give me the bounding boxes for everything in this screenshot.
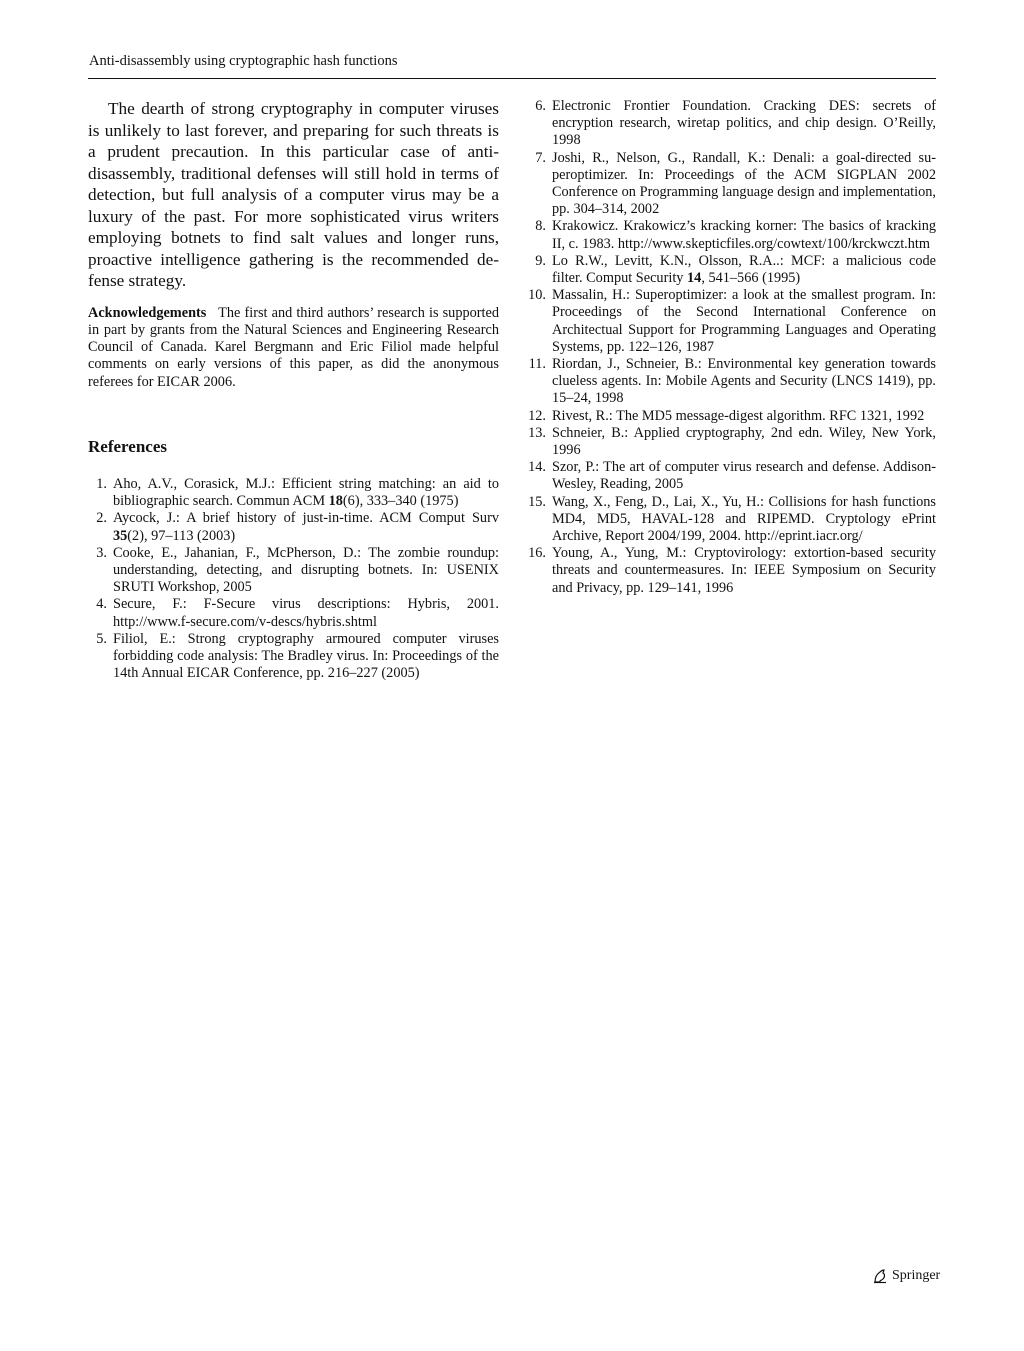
reference-number: 10. bbox=[528, 287, 546, 304]
reference-text bbox=[113, 631, 499, 681]
acknowledgements-text: The first and third authors’ research is supported in part by grants from the Natural Sciences and Engineering Research Council of Canada. Karel Bergmann and Eric Filiol made helpful comments on early versions of this paper, as did the anonymous referees for EICAR 2006. bbox=[88, 304, 499, 390]
reference-number: 1. bbox=[96, 475, 107, 492]
reference-text-main: Secure, F.: F-Secure virus descriptions: Hybris, 2001. http://www.f-secure.com/v-descs/hybris.shtml bbox=[113, 596, 499, 630]
reference-text-main: Riordan, J., Schneier, B.: Environmental key generation towards clueless agents. In: Mobile Agents and Security (LNCS 1419), pp. 15–24, 1998 bbox=[552, 356, 936, 407]
reference-number: 15. bbox=[528, 493, 546, 510]
reference-item bbox=[88, 510, 499, 544]
reference-number: 6. bbox=[535, 98, 546, 114]
reference-text-main: Schneier, B.: Applied cryptography, 2nd edn. Wiley, New York, 1996 bbox=[552, 424, 936, 459]
reference-text-main: Massalin, H.: Superoptimizer: a look at the smallest program. In: Proceedings of the Second International Conference on Architectual Support for Programming Languages and Operating Systems, pp. 122–126, 1987 bbox=[552, 287, 936, 355]
reference-text bbox=[552, 218, 936, 251]
reference-item bbox=[527, 545, 936, 597]
reference-number: 9. bbox=[535, 252, 546, 269]
reference-list-left bbox=[88, 476, 499, 682]
reference-number: 7. bbox=[535, 149, 546, 166]
acknowledgements bbox=[88, 305, 499, 391]
reference-item bbox=[527, 150, 936, 219]
reference-text-main: Wang, X., Feng, D., Lai, X., Yu, H.: Collisions for hash functions MD4, MD5, HAVAL-128 and RIPEMD. Cryptology ePrint Archive, Report 2004/199, 2004. http://eprint.iacr.org/ bbox=[552, 493, 936, 545]
reference-text bbox=[552, 545, 936, 595]
right-column bbox=[527, 98, 936, 597]
body-paragraph: The dearth of strong cryptography in computer viruses is unlikely to last forever, and preparing for such threats is a prudent precaution. In this particular case of anti-disassembly, traditional defenses will still hold in terms of detection, but full analysis of a computer virus may be a luxury of the past. For more sophisticated virus writers employing botnets to find salt values and longer runs, proactive intelligence gathering is the recommended defense strategy. bbox=[88, 99, 499, 290]
reference-number: 16. bbox=[528, 545, 546, 562]
springer-horse-icon bbox=[872, 1268, 888, 1284]
header-rule bbox=[88, 78, 936, 79]
reference-text-main: Electronic Frontier Foundation. Cracking DES: secrets of encryption research, wiretap politics, and chip design. O’Reilly, 1998 bbox=[552, 98, 936, 149]
reference-text-main: Lo R.W., Levitt, K.N., Olsson, R.A..: MCF: a malicious code filter. Comput Security bbox=[552, 252, 936, 287]
reference-number: 14. bbox=[528, 459, 546, 476]
reference-text-main: Filiol, E.: Strong cryptography armoured computer viruses forbidding code analysis: The Bradley virus. In: Proceedings of the 14th Annual EICAR Conference, pp. 216–227 (2005) bbox=[113, 630, 499, 682]
reference-volume: 14 bbox=[687, 270, 702, 287]
acknowledgements-title: Acknowledgements bbox=[88, 304, 207, 321]
reference-list-right bbox=[527, 98, 936, 597]
reference-text bbox=[113, 545, 499, 595]
reference-item bbox=[527, 356, 936, 408]
reference-text bbox=[552, 253, 936, 286]
reference-number: 5. bbox=[96, 630, 107, 647]
reference-text-main: Cooke, E., Jahanian, F., McPherson, D.: The zombie roundup: understanding, detecting, and disrupting botnets. In: USENIX SRUTI Workshop, 2005 bbox=[113, 544, 499, 596]
reference-text bbox=[552, 150, 936, 218]
reference-text bbox=[113, 476, 499, 509]
reference-text bbox=[552, 98, 936, 148]
reference-text-tail: (2), 97–113 (2003) bbox=[127, 527, 236, 544]
reference-text-main: Rivest, R.: The MD5 message-digest algorithm. RFC 1321, 1992 bbox=[552, 407, 925, 424]
reference-text bbox=[552, 287, 936, 355]
reference-text bbox=[552, 356, 936, 406]
springer-logo bbox=[872, 1268, 940, 1284]
references-heading: References bbox=[88, 436, 167, 456]
reference-text bbox=[113, 596, 499, 629]
reference-number: 4. bbox=[96, 596, 107, 613]
reference-text bbox=[552, 459, 936, 492]
running-header-title: Anti-disassembly using cryptographic hash functions bbox=[89, 53, 398, 69]
reference-number: 11. bbox=[528, 356, 546, 373]
reference-text-tail: (6), 333–340 (1975) bbox=[342, 493, 459, 510]
reference-text-main: Szor, P.: The art of computer virus research and defense. Addison-Wesley, Reading, 2005 bbox=[552, 459, 936, 493]
reference-item bbox=[527, 459, 936, 493]
reference-volume: 35 bbox=[113, 527, 128, 544]
reference-item bbox=[88, 545, 499, 597]
reference-text bbox=[552, 408, 924, 424]
reference-number: 2. bbox=[96, 510, 107, 527]
reference-item bbox=[88, 631, 499, 683]
reference-number: 3. bbox=[96, 544, 107, 561]
reference-item bbox=[527, 218, 936, 252]
reference-item bbox=[527, 494, 936, 546]
reference-number: 13. bbox=[528, 424, 546, 441]
reference-number: 8. bbox=[535, 218, 546, 235]
reference-text-main: Young, A., Yung, M.: Cryptovirology: extortion-based security threats and countermeasures. In: IEEE Symposium on Security and Privacy, pp. 129–141, 1996 bbox=[552, 545, 936, 596]
reference-item bbox=[527, 425, 936, 459]
reference-text-tail: , 541–566 (1995) bbox=[701, 270, 801, 287]
reference-number: 12. bbox=[528, 407, 546, 424]
reference-text-main: Aho, A.V., Corasick, M.J.: Efficient string matching: an aid to bibliographic search. Commun ACM bbox=[113, 475, 499, 510]
reference-item bbox=[527, 408, 936, 425]
reference-item bbox=[527, 287, 936, 356]
left-column bbox=[88, 98, 499, 682]
reference-text-main: Aycock, J.: A brief history of just-in-time. ACM Comput Surv bbox=[113, 510, 499, 527]
reference-item bbox=[88, 596, 499, 630]
reference-text-main: Joshi, R., Nelson, G., Randall, K.: Denali: a goal-directed superoptimizer. In: Proceedings of the ACM SIGPLAN 2002 Conference on Programming language design and implementation, pp. 304–314, 2002 bbox=[552, 149, 936, 218]
reference-text-main: Krakowicz. Krakowicz’s kracking korner: The basics of kracking II, c. 1983. http://www.skepticfiles.org/cowtext/100/krckwczt.htm bbox=[552, 218, 936, 252]
reference-item bbox=[88, 476, 499, 510]
reference-text bbox=[552, 494, 936, 544]
reference-item bbox=[527, 253, 936, 287]
reference-item bbox=[527, 98, 936, 150]
publisher-name: Springer bbox=[892, 1268, 941, 1283]
reference-text bbox=[113, 510, 499, 543]
reference-text bbox=[552, 425, 936, 458]
reference-volume: 18 bbox=[328, 493, 343, 510]
